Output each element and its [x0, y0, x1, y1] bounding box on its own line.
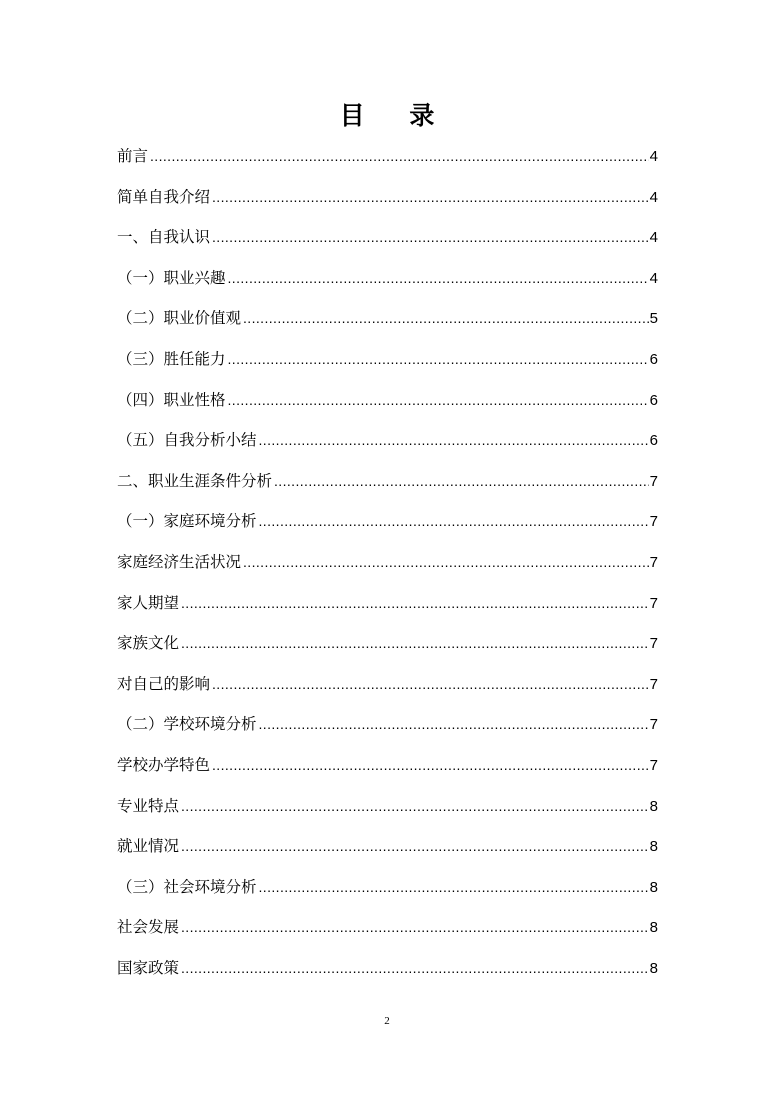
toc-entry-page: 7 — [649, 635, 658, 653]
toc-entry[interactable] — [117, 144, 658, 185]
toc-entry-label: （一）家庭环境分析 — [117, 512, 257, 531]
toc-entry-page: 4 — [649, 229, 658, 247]
dot-leader — [243, 550, 649, 574]
toc-entry[interactable] — [117, 794, 658, 835]
toc-entry[interactable] — [117, 266, 658, 307]
toc-entry[interactable] — [117, 388, 658, 429]
dot-leader — [259, 875, 649, 899]
toc-entry-label: 对自己的影响 — [117, 674, 211, 693]
toc-entry[interactable] — [117, 956, 658, 997]
dot-leader — [181, 631, 649, 655]
toc-entry-page: 6 — [649, 432, 658, 450]
toc-entry-page: 6 — [649, 391, 658, 409]
toc-entry[interactable] — [117, 428, 658, 469]
dot-leader — [243, 306, 649, 330]
toc-entry-label: 就业情况 — [117, 837, 180, 856]
toc-entry-label: （四）职业性格 — [117, 390, 226, 409]
toc-entry-label: 家族文化 — [117, 634, 180, 653]
toc-entry-page: 4 — [649, 148, 658, 165]
dot-leader — [212, 185, 649, 209]
toc-entry[interactable] — [117, 631, 658, 672]
toc-entry[interactable] — [117, 915, 658, 956]
toc-entry-page: 4 — [649, 188, 658, 206]
dot-leader — [181, 834, 649, 858]
dot-leader — [212, 753, 649, 777]
toc-entry-label: 家庭经济生活状况 — [117, 552, 242, 571]
toc-entry[interactable] — [117, 591, 658, 632]
toc-entry-label: 学校办学特色 — [117, 755, 211, 774]
toc-entry-page: 7 — [649, 472, 658, 490]
toc-entry-label: 家人期望 — [117, 593, 180, 612]
dot-leader — [150, 144, 649, 168]
toc-entry-label: （一）职业兴趣 — [117, 268, 226, 287]
toc-entry[interactable] — [117, 753, 658, 794]
toc-entry-page: 8 — [649, 959, 658, 977]
dot-leader — [181, 956, 649, 980]
toc-entry-label: （三）社会环境分析 — [117, 877, 257, 896]
toc-entry-label: 国家政策 — [117, 958, 180, 977]
toc-entry-page: 7 — [649, 716, 658, 734]
toc-entry-page: 8 — [649, 838, 658, 856]
toc-entry[interactable] — [117, 550, 658, 591]
toc-entry-page: 8 — [649, 878, 658, 896]
toc-entry-page: 8 — [649, 919, 658, 937]
toc-entry[interactable] — [117, 712, 658, 753]
toc-entry[interactable] — [117, 834, 658, 875]
table-of-contents — [117, 144, 658, 996]
toc-entry-page: 5 — [649, 310, 658, 328]
toc-title: 目 录 — [339, 101, 453, 130]
dot-leader — [228, 266, 649, 290]
toc-entry[interactable] — [117, 469, 658, 510]
dot-leader — [181, 794, 649, 818]
toc-entry[interactable] — [117, 509, 658, 550]
toc-entry-page: 7 — [649, 513, 658, 531]
toc-entry-label: 简单自我介绍 — [117, 187, 211, 206]
toc-entry-label: （二）职业价值观 — [117, 309, 242, 328]
toc-entry-page: 7 — [649, 553, 658, 571]
toc-entry[interactable] — [117, 185, 658, 226]
dot-leader — [181, 915, 649, 939]
toc-entry-label: 社会发展 — [117, 918, 180, 937]
toc-entry-label: 一、自我认识 — [117, 228, 211, 247]
toc-entry-label: （五）自我分析小结 — [117, 431, 257, 450]
toc-entry[interactable] — [117, 672, 658, 713]
dot-leader — [181, 591, 649, 615]
toc-entry-label: 专业特点 — [117, 796, 180, 815]
toc-entry[interactable] — [117, 306, 658, 347]
toc-entry-page: 7 — [649, 756, 658, 774]
toc-entry[interactable] — [117, 875, 658, 916]
toc-entry-page: 7 — [649, 594, 658, 612]
toc-entry-page: 7 — [649, 675, 658, 693]
dot-leader — [259, 428, 649, 452]
toc-entry-page: 6 — [649, 350, 658, 368]
toc-entry-label: （二）学校环境分析 — [117, 715, 257, 734]
toc-entry-label: 二、职业生涯条件分析 — [117, 471, 273, 490]
dot-leader — [274, 469, 649, 493]
page-number: 2 — [384, 1015, 390, 1027]
dot-leader — [259, 712, 649, 736]
toc-entry[interactable] — [117, 225, 658, 266]
toc-entry-page: 4 — [649, 269, 658, 287]
dot-leader — [228, 388, 649, 412]
toc-entry-label: 前言 — [117, 147, 149, 165]
toc-entry-page: 8 — [649, 797, 658, 815]
dot-leader — [212, 672, 649, 696]
dot-leader — [259, 509, 649, 533]
toc-entry[interactable] — [117, 347, 658, 388]
dot-leader — [212, 225, 649, 249]
toc-entry-label: （三）胜任能力 — [117, 349, 226, 368]
dot-leader — [228, 347, 649, 371]
